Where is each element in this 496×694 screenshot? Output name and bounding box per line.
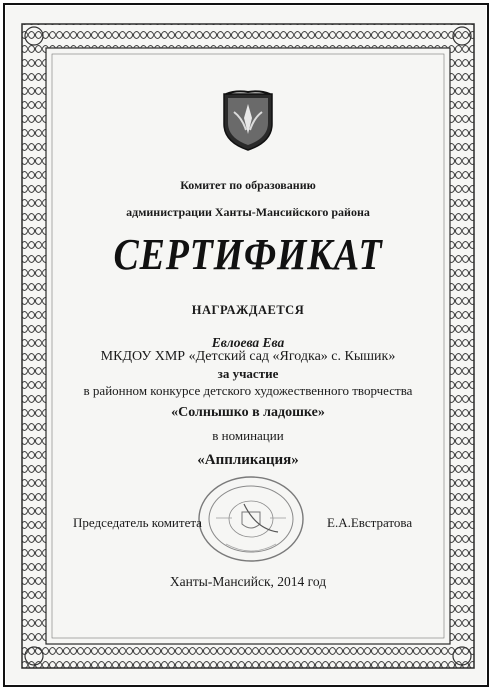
nomination-label: в номинации bbox=[212, 428, 284, 443]
organization: МКДОУ ХМР «Детский сад «Ягодка» с. Кышик» bbox=[100, 349, 396, 364]
nomination-category: «Аппликация» bbox=[197, 452, 299, 468]
place-and-year: Ханты-Мансийск, 2014 год bbox=[169, 574, 327, 589]
coat-of-arms-emblem bbox=[222, 90, 274, 152]
certificate-heading: СЕРТИФИКАТ bbox=[113, 230, 383, 279]
contest-description: в районном конкурсе детского художественного творчества bbox=[83, 383, 413, 398]
awarded-label: НАГРАЖДАЕТСЯ bbox=[191, 303, 305, 317]
official-round-stamp bbox=[196, 474, 306, 564]
participation-text: за участие bbox=[217, 366, 279, 381]
issuer-line-2: администрации Ханты-Мансийского района bbox=[126, 205, 370, 219]
signatory-name: Е.А.Евстратова bbox=[327, 515, 413, 530]
contest-title: «Солнышко в ладошке» bbox=[171, 405, 325, 420]
issuer-line-1: Комитет по образованию bbox=[180, 178, 316, 192]
signatory-title: Председатель комитета bbox=[73, 515, 202, 530]
recipient-name: Евлоева Ева bbox=[211, 335, 285, 350]
